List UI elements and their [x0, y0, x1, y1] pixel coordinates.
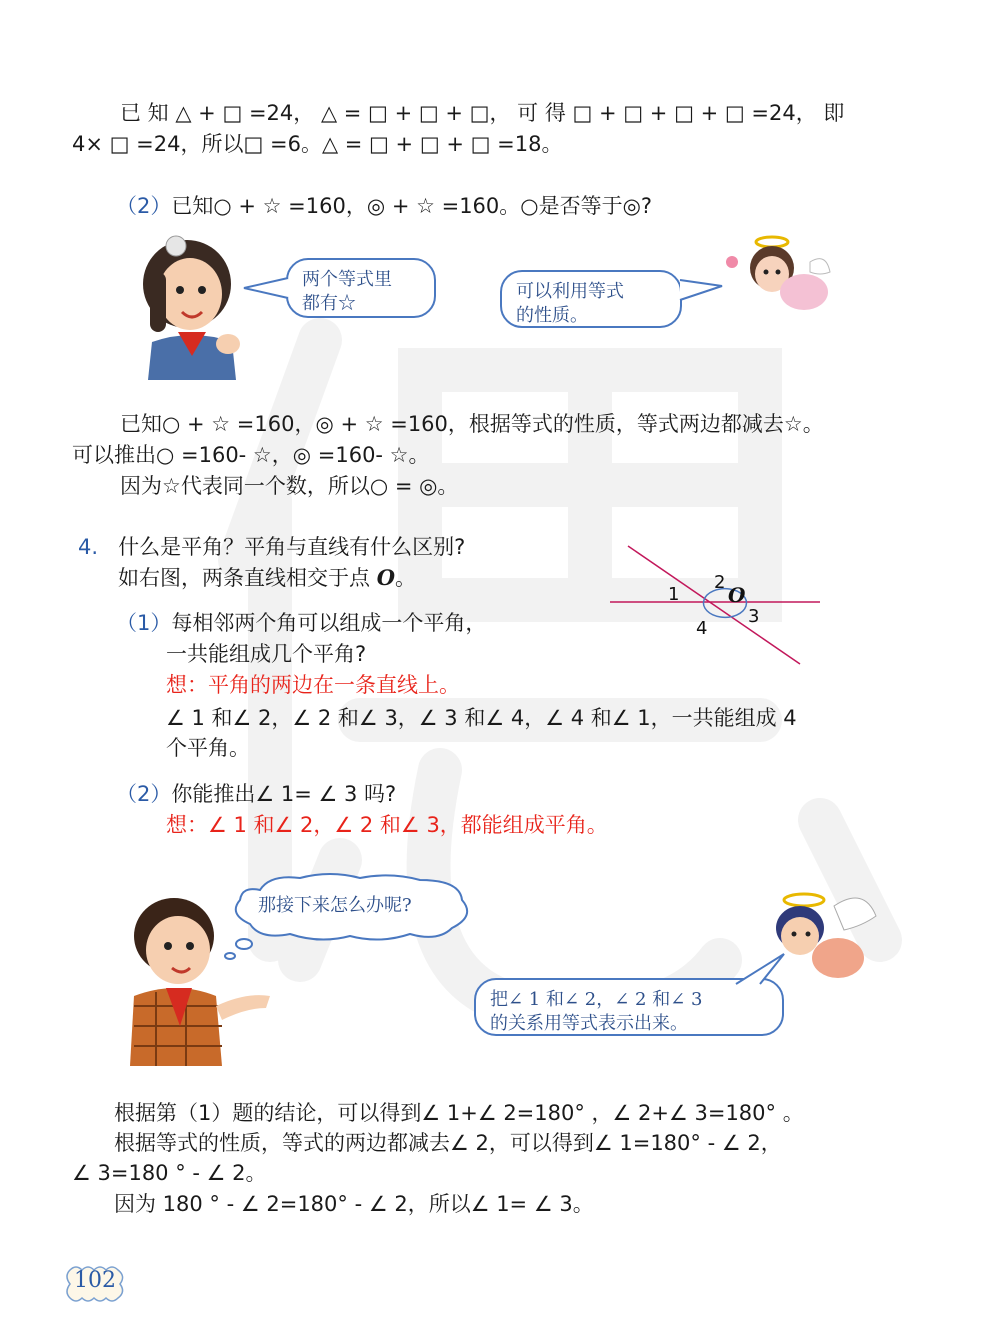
angel-bubble-line2: 的性质。 [516, 305, 588, 326]
girl-illustration [132, 232, 252, 380]
boy-illustration [126, 896, 274, 1066]
question-4-line2-end: 。 [394, 566, 416, 590]
page-number: 102 [74, 1268, 116, 1293]
point-o-label: O [376, 565, 395, 590]
question-number: （2） [116, 194, 172, 218]
angle-4-label: 4 [696, 618, 708, 639]
angel-girl-illustration [722, 232, 834, 318]
angle-2-label: 2 [714, 572, 726, 593]
point-o-diagram-label: O [728, 583, 746, 607]
sub1-answer-line2: 个平角。 [166, 736, 250, 760]
angel2-bubble-tail [730, 950, 790, 986]
sub2-text: 你能推出∠ 1= ∠ 3 吗? [171, 782, 397, 806]
sub1-hint: 想：平角的两边在一条直线上。 [166, 673, 460, 697]
part1-line1: 已 知 △ + □ =24， △ = □ + □ + □， 可 得 □ + □ + □ + □ =24， 即 [120, 101, 845, 125]
answer2a-line3: 因为☆代表同一个数，所以○ = ◎。 [120, 474, 459, 498]
part1-line2: 4× □ =24，所以□ =6。△ = □ + □ + □ =18。 [72, 132, 563, 156]
slanted-line [628, 546, 800, 664]
angle-3-label: 3 [748, 606, 760, 627]
angel-speech-bubble [500, 270, 682, 328]
girl-bubble-line1: 两个等式里 [302, 269, 392, 290]
answer2a-line1: 已知○ + ☆ =160，◎ + ☆ =160，根据等式的性质，等式两边都减去☆。 [120, 412, 824, 436]
angel2-speech-bubble [474, 978, 784, 1036]
boy-thought-text: 那接下来怎么办呢? [258, 895, 412, 916]
sub2-hint: 想：∠ 1 和∠ 2，∠ 2 和∠ 3，都能组成平角。 [166, 813, 608, 837]
sub1-number: （1） [116, 611, 172, 635]
question-4-line1 [78, 532, 465, 562]
sub2-line [116, 779, 396, 809]
angel-bubble-line1: 可以利用等式 [516, 281, 624, 302]
sub2-number: （2） [116, 782, 172, 806]
intersecting-lines-diagram [606, 540, 826, 670]
angel2-bubble-line2: 的关系用等式表示出来。 [490, 1013, 688, 1034]
sub1-answer-line1: ∠ 1 和∠ 2，∠ 2 和∠ 3，∠ 3 和∠ 4，∠ 4 和∠ 1，一共能组成 4 [166, 706, 797, 730]
girl-speech-bubble [286, 258, 436, 318]
girl-bubble-tail [242, 276, 292, 300]
angel2-bubble-line1: 把∠ 1 和∠ 2，∠ 2 和∠ 3 [490, 989, 703, 1010]
answer2a-line2: 可以推出○ =160- ☆，◎ =160- ☆。 [72, 443, 430, 467]
girl-bubble-line2: 都有☆ [302, 293, 356, 314]
conclusion-line1: 根据第（1）题的结论，可以得到∠ 1+∠ 2=180° ，∠ 2+∠ 3=180° 。 [114, 1101, 804, 1125]
sub1-line1 [116, 608, 486, 638]
conclusion-line3: ∠ 3=180 ° - ∠ 2。 [72, 1161, 267, 1185]
question-4-number: 4. [78, 535, 99, 559]
question-4-text: 什么是平角？平角与直线有什么区别? [118, 535, 466, 559]
question-text: 已知○ + ☆ =160，◎ + ☆ =160。○是否等于◎? [171, 194, 653, 218]
question-4-line2 [118, 563, 416, 593]
conclusion-line4: 因为 180 ° - ∠ 2=180° - ∠ 2，所以∠ 1= ∠ 3。 [114, 1192, 594, 1216]
sub1-line2: 一共能组成几个平角? [166, 642, 367, 666]
angle-1-label: 1 [668, 584, 680, 605]
question-4-line2-text: 如右图，两条直线相交于点 [118, 566, 377, 590]
page-number-badge [62, 1262, 128, 1306]
conclusion-line2: 根据等式的性质，等式的两边都减去∠ 2，可以得到∠ 1=180° - ∠ 2， [114, 1131, 782, 1155]
sub1-text: 每相邻两个角可以组成一个平角， [171, 611, 487, 635]
question-2a [116, 191, 652, 221]
angel-bubble-tail [676, 278, 726, 304]
